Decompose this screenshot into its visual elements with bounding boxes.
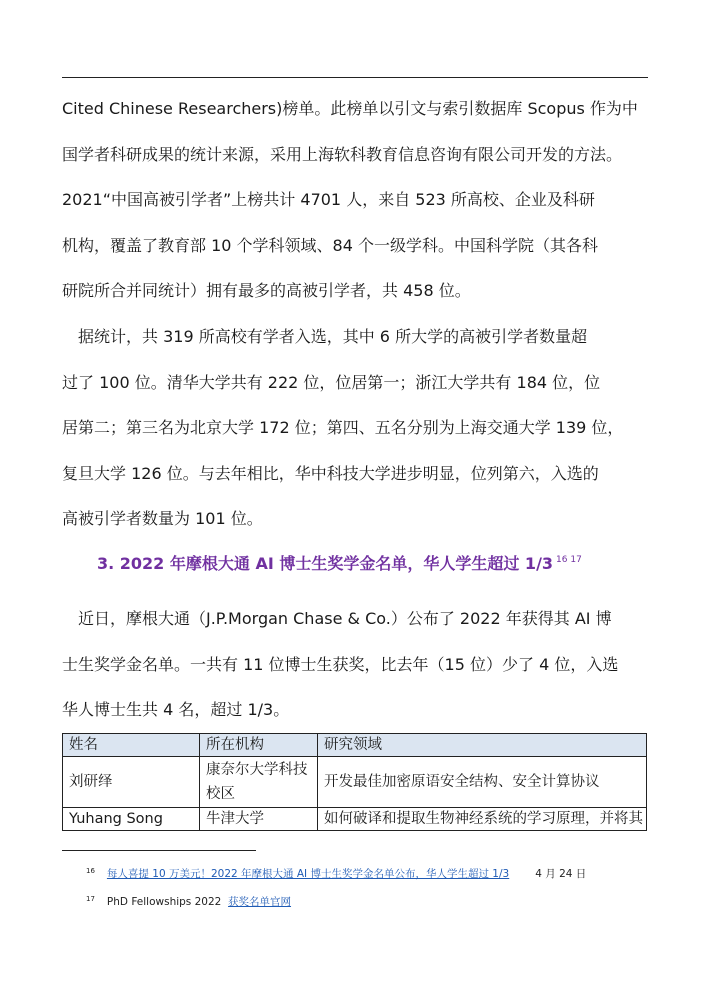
text-line: 据统计，共 319 所高校有学者入选，其中 6 所大学的高被引学者数量超 [62,327,588,346]
text-line: 复旦大学 126 位。与去年相比，华中科技大学进步明显，位列第六，入选的 [62,463,599,483]
text-line: 近日，摩根大通（J.P.Morgan Chase & Co.）公布了 2022 年获得其 AI 博 [62,609,612,628]
text-line: 研院所合并同统计）拥有最多的高被引学者，共 458 位。 [62,281,471,300]
text-line: 机构，覆盖了教育部 10 个学科领域、84 个一级学科。中国科学院（其各科 [62,235,598,255]
cell-field: 如何破译和提取生物神经系统的学习原理，并将其 [318,808,647,831]
footnote-16 [86,866,586,881]
cell-institution: 康奈尔大学科技校区 [200,757,318,808]
column-header-institution: 所在机构 [200,734,318,757]
cell-institution: 牛津大学 [200,808,318,831]
text-line: 居第二；第三名为北京大学 172 位；第四、五名分别为上海交通大学 139 位， [62,418,624,437]
footnote-number: 17 [86,895,95,903]
header-rule [62,77,648,78]
paragraph-2 [62,314,648,542]
footnote-link[interactable]: 获奖名单官网 [228,896,292,908]
section-heading-text: 3. 2022 年摩根大通 AI 博士生奖学金名单，华人学生超过 1/3 [97,554,554,573]
cell-name: Yuhang Song [63,808,200,831]
paragraph-1 [62,86,648,314]
table-header-row [63,734,647,757]
cell-name: 刘研绎 [63,757,200,808]
footnote-separator [62,850,256,851]
fellowship-table [62,733,647,831]
section-heading [97,551,582,574]
column-header-field: 研究领域 [318,734,647,757]
footnote-refs[interactable]: 16 17 [556,555,582,565]
text-line: 高被引学者数量为 101 位。 [62,509,263,528]
footnote-date: 4 月 24 日 [535,868,587,880]
column-header-name: 姓名 [63,734,200,757]
text-line: 华人博士生共 4 名，超过 1/3。 [62,700,290,719]
cell-field: 开发最佳加密原语安全结构、安全计算协议 [318,757,647,808]
text-line: 过了 100 位。清华大学共有 222 位，位居第一；浙江大学共有 184 位，位 [62,372,601,392]
footnote-17 [86,894,291,909]
text-line: 国学者科研成果的统计来源，采用上海软科教育信息咨询有限公司开发的方法。 [62,144,623,164]
footnote-text: PhD Fellowships 2022 [106,896,222,908]
paragraph-3 [62,596,648,733]
text-line: 2021“中国高被引学者”上榜共计 4701 人，来自 523 所高校、企业及科研 [62,190,595,209]
table-row [63,757,647,808]
text-line: 士生奖学金名单。一共有 11 位博士生获奖，比去年（15 位）少了 4 位，入选 [62,654,619,674]
footnote-link[interactable]: 每人喜提 10 万美元！2022 年摩根大通 AI 博士生奖学金名单公布，华人学生超过 1/3 [106,868,510,880]
footnote-number: 16 [86,867,95,875]
text-line: Cited Chinese Researchers)榜单。此榜单以引文与索引数据库 Scopus 作为中 [62,99,638,118]
table-row [63,808,647,831]
